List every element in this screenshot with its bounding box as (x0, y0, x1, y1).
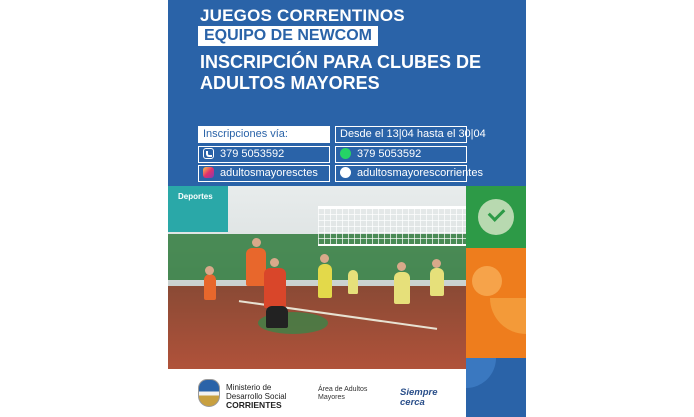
facebook-icon (340, 167, 351, 178)
slogan-line-2: cerca (400, 397, 425, 408)
player-head (397, 262, 406, 271)
ministry-line-1: Ministerio de (226, 383, 272, 392)
player (430, 268, 444, 296)
phone-text: 379 5053592 (220, 148, 285, 160)
ministry-name (226, 383, 286, 410)
volleyball-net (318, 206, 466, 246)
date-range-text: Desde el 13|04 hasta el 30|04 (340, 128, 486, 140)
facebook-contact[interactable] (335, 165, 483, 182)
government-seal-icon (198, 379, 220, 407)
player-head (270, 258, 279, 267)
gym-banner (168, 186, 228, 232)
header-block (168, 0, 526, 186)
inscripciones-label (198, 126, 330, 143)
instagram-text: adultosmayoresctes (220, 167, 318, 179)
phone-icon (203, 148, 214, 159)
player-head (320, 254, 329, 263)
inscripciones-label-text: Inscripciones vía: (203, 128, 288, 140)
area-line-1: Área de Adultos (318, 386, 368, 393)
footer (168, 369, 466, 417)
area-line-2: Mayores (318, 394, 345, 401)
player (246, 248, 266, 286)
gym-banner-text: Deportes (178, 192, 213, 201)
orange-circle (472, 266, 502, 296)
player (394, 272, 410, 304)
title-line-1: JUEGOS CORRENTINOS (200, 6, 405, 25)
ministry-line-3: CORRIENTES (226, 400, 282, 410)
title-line-3: INSCRIPCIÓN PARA CLUBES DE ADULTOS MAYORES (200, 52, 482, 93)
ministry-line-2: Desarrollo Social (226, 392, 287, 401)
whatsapp-text: 379 5053592 (357, 148, 422, 160)
date-range (335, 126, 486, 143)
whatsapp-icon (340, 148, 351, 159)
player (264, 268, 286, 308)
facebook-text: adultosmayorescorrientes (357, 167, 483, 179)
player-head (252, 238, 261, 247)
volleyball-photo (168, 186, 466, 369)
title-line-2: EQUIPO DE NEWCOM (198, 26, 378, 46)
player (348, 270, 358, 294)
player (266, 306, 288, 328)
phone-contact[interactable] (198, 146, 330, 163)
instagram-icon (203, 167, 214, 178)
slogan (400, 388, 438, 408)
instagram-contact[interactable] (198, 165, 330, 182)
slogan-line-1: Siempre (400, 387, 438, 398)
check-icon (478, 199, 514, 235)
player-head (205, 266, 214, 275)
whatsapp-contact[interactable] (335, 146, 467, 163)
event-poster (168, 0, 526, 417)
player (204, 274, 216, 300)
player (318, 264, 332, 298)
player-head (432, 259, 441, 268)
decorative-column (466, 186, 526, 417)
area-name (318, 386, 367, 402)
